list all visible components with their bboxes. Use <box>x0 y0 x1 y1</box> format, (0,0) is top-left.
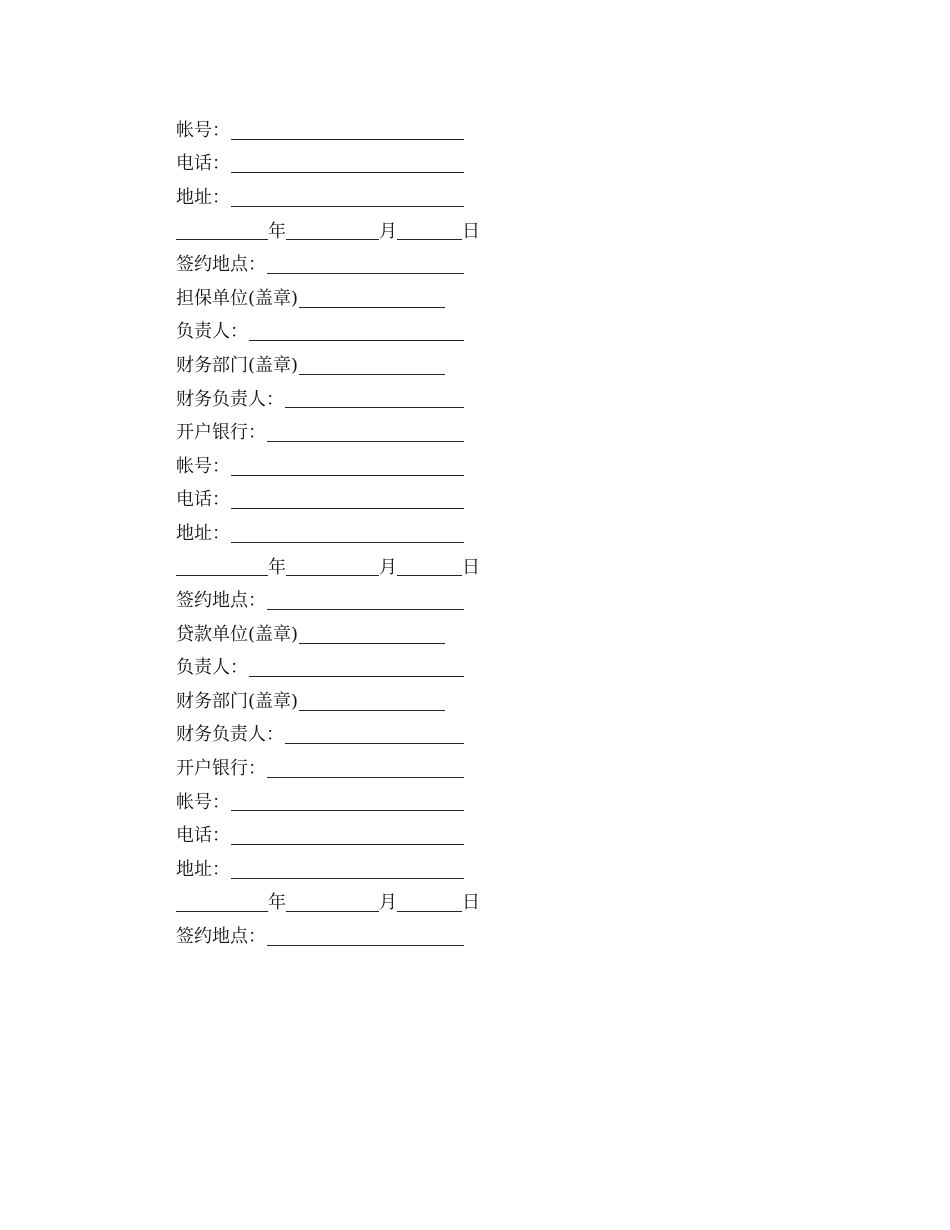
fill-in-blank[interactable] <box>267 609 464 610</box>
field-label: 帐号： <box>176 119 230 141</box>
form-field-row <box>176 349 476 383</box>
date-blank[interactable] <box>397 239 462 240</box>
field-label: 签约地点： <box>176 254 266 276</box>
form-field-row <box>176 786 476 820</box>
form-field-row <box>176 282 476 316</box>
form-field-row <box>176 181 476 215</box>
form-field-row <box>176 652 476 686</box>
year-label: 年 <box>268 892 286 914</box>
fill-in-blank[interactable] <box>231 139 464 140</box>
form-field-row <box>176 853 476 887</box>
date-blank[interactable] <box>286 911 379 912</box>
field-label: 财务负责人： <box>176 724 284 746</box>
field-label: 电话： <box>176 489 230 511</box>
fill-in-blank[interactable] <box>231 206 464 207</box>
field-label: 负责人： <box>176 321 248 343</box>
fill-in-blank[interactable] <box>231 172 464 173</box>
form-field-row <box>176 584 476 618</box>
day-label: 日 <box>462 220 480 242</box>
field-label: 签约地点： <box>176 926 266 948</box>
date-blank[interactable] <box>176 911 268 912</box>
field-label: 财务部门(盖章) <box>176 354 299 376</box>
month-label: 月 <box>379 892 397 914</box>
fill-in-blank[interactable] <box>231 810 464 811</box>
field-label: 负责人： <box>176 657 248 679</box>
signature-form <box>176 114 480 954</box>
field-label: 帐号： <box>176 455 230 477</box>
date-line <box>176 215 480 249</box>
fill-in-blank[interactable] <box>299 307 445 308</box>
date-blank[interactable] <box>176 575 268 576</box>
form-field-row <box>176 416 476 450</box>
fill-in-blank[interactable] <box>285 743 464 744</box>
month-label: 月 <box>379 220 397 242</box>
date-line <box>176 551 480 585</box>
fill-in-blank[interactable] <box>231 475 464 476</box>
fill-in-blank[interactable] <box>267 441 464 442</box>
fill-in-blank[interactable] <box>285 407 464 408</box>
form-field-row <box>176 719 476 753</box>
form-field-row <box>176 920 476 954</box>
form-field-row <box>176 248 476 282</box>
field-label: 帐号： <box>176 791 230 813</box>
field-label: 地址： <box>176 522 230 544</box>
year-label: 年 <box>268 220 286 242</box>
date-line <box>176 887 480 921</box>
fill-in-blank[interactable] <box>299 710 445 711</box>
date-blank[interactable] <box>286 575 379 576</box>
field-label: 开户银行： <box>176 758 266 780</box>
date-blank[interactable] <box>286 239 379 240</box>
fill-in-blank[interactable] <box>231 844 464 845</box>
fill-in-blank[interactable] <box>267 777 464 778</box>
fill-in-blank[interactable] <box>299 374 445 375</box>
field-label: 开户银行： <box>176 422 266 444</box>
day-label: 日 <box>462 556 480 578</box>
fill-in-blank[interactable] <box>267 945 464 946</box>
fill-in-blank[interactable] <box>231 878 464 879</box>
date-blank[interactable] <box>176 239 268 240</box>
field-label: 地址： <box>176 186 230 208</box>
form-field-row <box>176 316 476 350</box>
form-field-row <box>176 484 476 518</box>
field-label: 财务部门(盖章) <box>176 690 299 712</box>
field-label: 贷款单位(盖章) <box>176 623 299 645</box>
field-label: 电话： <box>176 825 230 847</box>
form-field-row <box>176 450 476 484</box>
date-blank[interactable] <box>397 575 462 576</box>
fill-in-blank[interactable] <box>249 340 464 341</box>
fill-in-blank[interactable] <box>299 643 445 644</box>
date-blank[interactable] <box>397 911 462 912</box>
month-label: 月 <box>379 556 397 578</box>
form-field-row <box>176 752 476 786</box>
fill-in-blank[interactable] <box>267 273 464 274</box>
year-label: 年 <box>268 556 286 578</box>
form-field-row <box>176 819 476 853</box>
fill-in-blank[interactable] <box>249 676 464 677</box>
fill-in-blank[interactable] <box>231 508 464 509</box>
fill-in-blank[interactable] <box>231 542 464 543</box>
form-field-row <box>176 148 476 182</box>
field-label: 地址： <box>176 858 230 880</box>
field-label: 电话： <box>176 153 230 175</box>
field-label: 财务负责人： <box>176 388 284 410</box>
form-field-row <box>176 383 476 417</box>
form-field-row <box>176 114 476 148</box>
form-field-row <box>176 517 476 551</box>
field-label: 担保单位(盖章) <box>176 287 299 309</box>
day-label: 日 <box>462 892 480 914</box>
form-field-row <box>176 618 476 652</box>
field-label: 签约地点： <box>176 590 266 612</box>
form-field-row <box>176 685 476 719</box>
